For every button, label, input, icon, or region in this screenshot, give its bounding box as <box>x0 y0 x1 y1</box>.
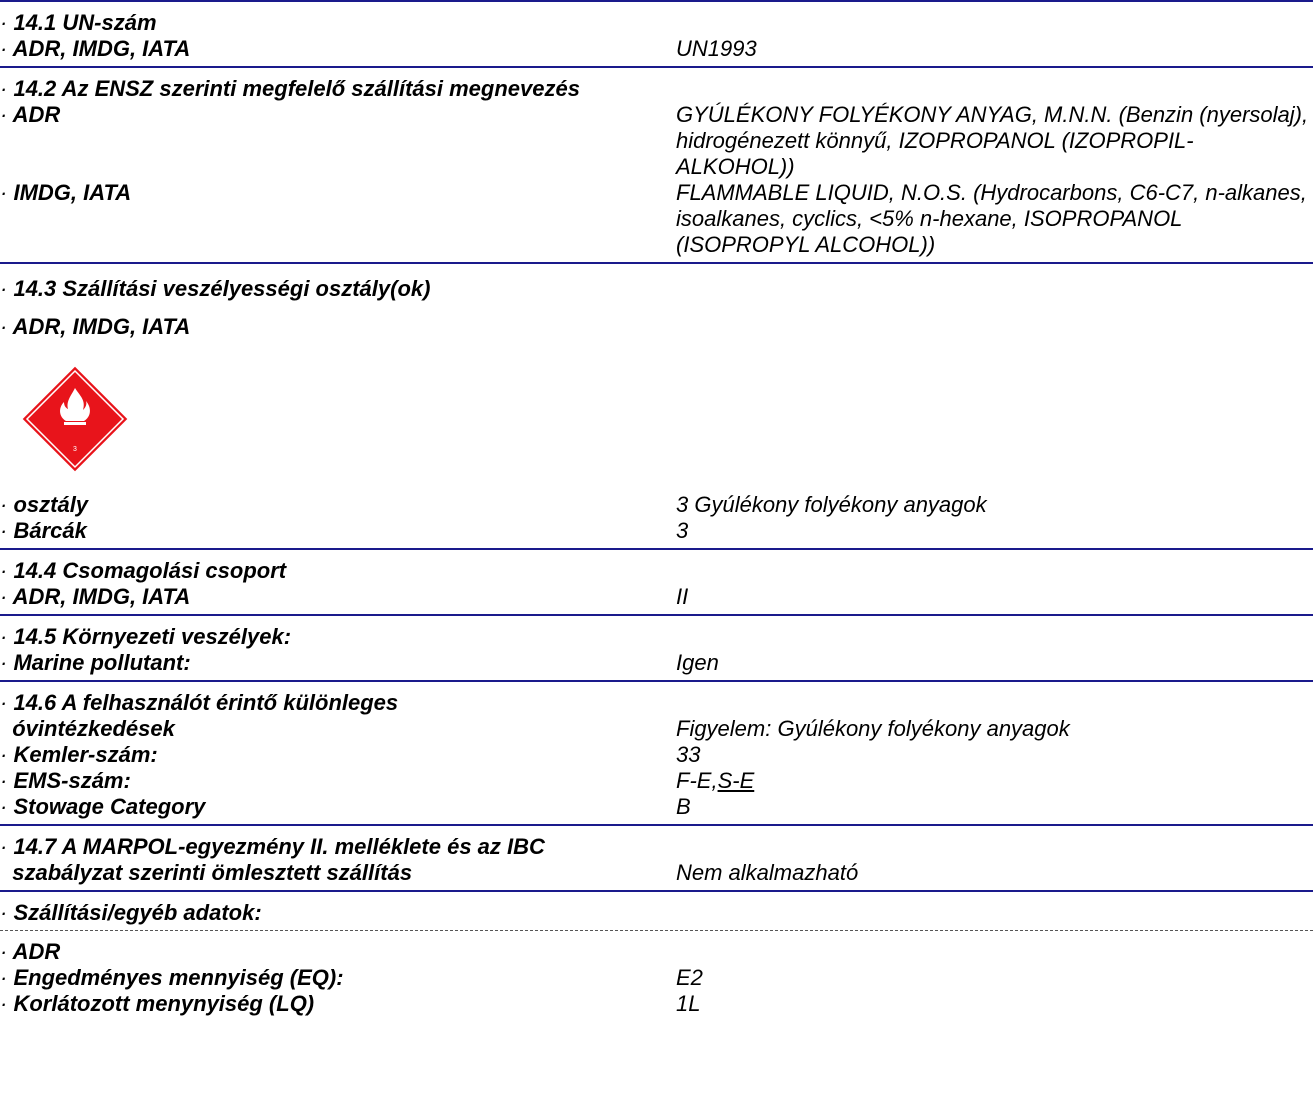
limited-quantity-label: · Korlátozott menynyiség (LQ) <box>0 991 315 1016</box>
adr-shipping-name: GYÚLÉKONY FOLYÉKONY ANYAG, M.N.N. (Benzin (nyersolaj), hidrogénezett könnyű, IZOPROPANOL (IZOPROPIL-ALKOHOL)) <box>676 102 1309 179</box>
sub-heading: · ADR, IMDG, IATA <box>0 314 191 339</box>
ems-value-underlined: S-E <box>717 768 755 793</box>
imdg-iata-shipping-name: FLAMMABLE LIQUID, N.O.S. (Hydrocarbons, C6-C7, n-alkanes, isoalkanes, cyclics, <5% n-hexane, ISOPROPANOL (ISOPROPYL ALCOHOL)) <box>676 180 1307 257</box>
section-heading-row <box>0 624 1313 650</box>
section-heading-row <box>0 690 1313 716</box>
adr-shipping-name-row <box>0 102 1313 180</box>
section-heading-row <box>0 10 1313 36</box>
stowage-label: · Stowage Category <box>0 794 206 819</box>
stowage-value: B <box>676 794 691 819</box>
section-heading: · 14.6 A felhasználót érintő különleges <box>0 690 399 715</box>
section-heading: · 14.2 Az ENSZ szerinti megfelelő szállítási megnevezés <box>0 76 580 101</box>
un-number-label: · ADR, IMDG, IATA <box>0 36 191 61</box>
section-heading: · 14.7 A MARPOL-egyezmény II. melléklete és az IBC <box>0 834 545 859</box>
excepted-quantity-value: E2 <box>676 965 703 990</box>
section-heading-row <box>0 558 1313 584</box>
section-heading-continued: szabályzat szerinti ömlesztett szállítás <box>12 860 413 885</box>
section-heading-row <box>0 834 1313 860</box>
section-14-7 <box>0 826 1313 892</box>
un-number-row <box>0 36 1313 62</box>
special-precautions-value: Figyelem: Gyúlékony folyékony anyagok <box>676 716 1070 741</box>
section-14-2 <box>0 68 1313 264</box>
section-heading: · 14.3 Szállítási veszélyességi osztály(ok) <box>0 276 431 301</box>
class-row <box>0 492 1313 518</box>
adr-heading-row <box>0 939 1313 965</box>
adr-details-section <box>0 931 1313 1021</box>
marine-pollutant-row <box>0 650 1313 676</box>
imdg-shipping-name-row <box>0 180 1313 258</box>
section-heading: · 14.5 Környezeti veszélyek: <box>0 624 292 649</box>
section-heading-row-2 <box>0 860 1313 886</box>
labels-label: · Bárcák <box>0 518 87 543</box>
ems-row <box>0 768 1313 794</box>
marine-pollutant-label: · Marine pollutant: <box>0 650 191 675</box>
flammable-liquid-placard <box>20 364 130 474</box>
section-heading-row <box>0 76 1313 102</box>
excepted-quantity-row <box>0 965 1313 991</box>
limited-quantity-value: 1L <box>676 991 701 1016</box>
section-heading-continued: óvintézkedések <box>12 716 175 741</box>
ems-label: · EMS-szám: <box>0 768 131 793</box>
ems-value: F-E,S-E <box>676 768 755 793</box>
bulk-transport-value: Nem alkalmazható <box>676 860 859 885</box>
labels-value: 3 <box>676 518 689 543</box>
kemler-value: 33 <box>676 742 701 767</box>
packing-group-label: · ADR, IMDG, IATA <box>0 584 191 609</box>
section-14-4 <box>0 550 1313 616</box>
kemler-row <box>0 742 1313 768</box>
imdg-iata-label: · IMDG, IATA <box>0 180 132 205</box>
class-label: · osztály <box>0 492 89 517</box>
excepted-quantity-label: · Engedményes mennyiség (EQ): <box>0 965 344 990</box>
packing-group-value: II <box>676 584 689 609</box>
un-number-value: UN1993 <box>676 36 757 61</box>
marine-pollutant-value: Igen <box>676 650 719 675</box>
section-14-5 <box>0 616 1313 682</box>
section-heading-row <box>0 900 1313 926</box>
stowage-row <box>0 794 1313 820</box>
placard-class-number: 3 <box>73 446 77 453</box>
section-14-1 <box>0 0 1313 68</box>
adr-label: · ADR <box>0 102 61 127</box>
section-heading: · 14.4 Csomagolási csoport <box>0 558 287 583</box>
section-heading: · Szállítási/egyéb adatok: <box>0 900 262 925</box>
kemler-label: · Kemler-szám: <box>0 742 158 767</box>
section-heading-row-2 <box>0 716 1313 742</box>
limited-quantity-row <box>0 991 1313 1017</box>
section-heading: · 14.1 UN-szám <box>0 10 157 35</box>
packing-group-row <box>0 584 1313 610</box>
section-14-6 <box>0 682 1313 826</box>
class-value: 3 Gyúlékony folyékony anyagok <box>676 492 987 517</box>
transport-other-section <box>0 892 1313 931</box>
section-14-3 <box>0 264 1313 550</box>
labels-row <box>0 518 1313 544</box>
adr-heading: · ADR <box>0 939 61 964</box>
